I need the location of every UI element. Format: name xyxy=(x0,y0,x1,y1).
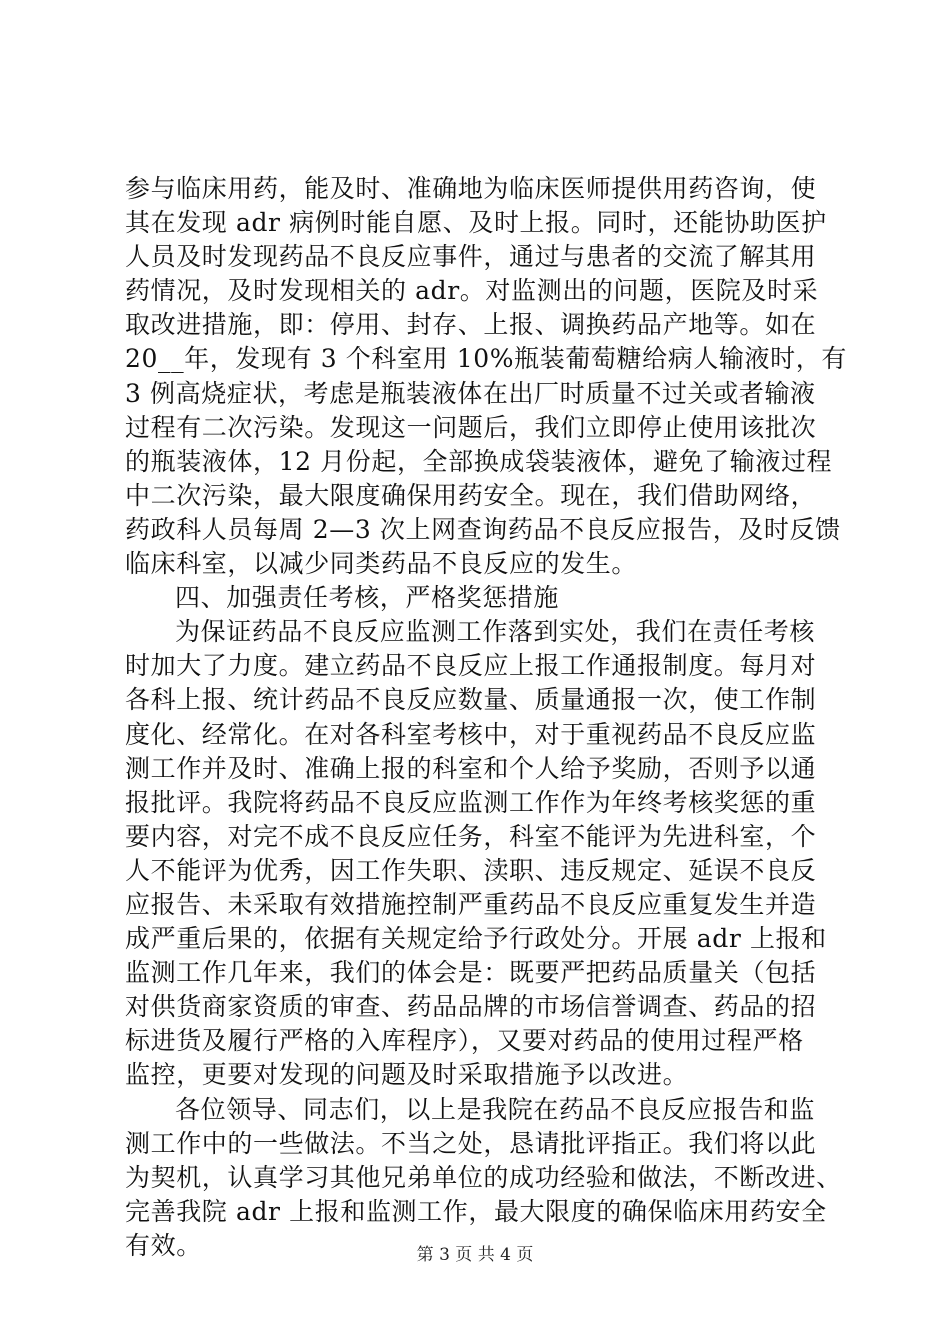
text-line: 过程有二次污染。发现这一问题后，我们立即停止使用该批次 xyxy=(125,412,817,442)
text-line: 报批评。我院将药品不良反应监测工作作为年终考核奖惩的重 xyxy=(125,787,817,817)
text-line: 对供货商家资质的审查、药品品牌的市场信誉调查、药品的招 xyxy=(125,992,817,1022)
text-line: 测工作并及时、准确上报的科室和个人给予奖励，否则予以通 xyxy=(125,753,817,783)
text-line: 四、加强责任考核，严格奖惩措施 xyxy=(175,583,560,613)
text-line: 3 例高烧症状，考虑是瓶装液体在出厂时质量不过关或者输液 xyxy=(125,378,816,408)
text-line: 药政科人员每周 2—3 次上网查询药品不良反应报告，及时反馈 xyxy=(125,514,841,544)
page-footer: 第 3 页 共 4 页 xyxy=(416,1245,534,1265)
text-line: 中二次污染，最大限度确保用药安全。现在，我们借助网络， xyxy=(125,480,817,510)
text-line: 要内容，对完不成不良反应任务，科室不能评为先进科室，个 xyxy=(125,821,817,851)
text-line: 监测工作几年来，我们的体会是：既要严把药品质量关（包括 xyxy=(125,958,817,988)
text-line: 药情况，及时发现相关的 adr。对监测出的问题，医院及时采 xyxy=(125,276,819,306)
text-line: 为契机，认真学习其他兄弟单位的成功经验和做法，不断改进、 xyxy=(125,1162,842,1192)
text-line: 临床科室，以减少同类药品不良反应的发生。 xyxy=(125,549,638,579)
text-line: 完善我院 adr 上报和监测工作，最大限度的确保临床用药安全 xyxy=(125,1196,827,1226)
text-line: 时加大了力度。建立药品不良反应上报工作通报制度。每月对 xyxy=(125,651,817,681)
text-line: 人员及时发现药品不良反应事件，通过与患者的交流了解其用 xyxy=(125,242,817,272)
text-line: 成严重后果的，依据有关规定给予行政处分。开展 adr 上报和 xyxy=(125,924,827,954)
text-line: 取改进措施，即：停用、封存、上报、调换药品产地等。如在 xyxy=(125,310,817,340)
text-line: 各位领导、同志们，以上是我院在药品不良反应报告和监 xyxy=(175,1094,816,1124)
text-line: 有效。 xyxy=(125,1230,202,1260)
text-line: 20__年，发现有 3 个科室用 10%瓶装葡萄糖给病人输液时，有 xyxy=(125,344,847,374)
text-line: 各科上报、统计药品不良反应数量、质量通报一次，使工作制 xyxy=(125,685,817,715)
text-line: 监控，更要对发现的问题及时采取措施予以改进。 xyxy=(125,1060,689,1090)
text-line: 为保证药品不良反应监测工作落到实处，我们在责任考核 xyxy=(175,617,816,647)
text-line: 的瓶装液体，12 月份起，全部换成袋装液体，避免了输液过程 xyxy=(125,446,833,476)
text-line: 人不能评为优秀，因工作失职、渎职、违反规定、延误不良反 xyxy=(125,855,817,885)
text-line: 应报告、未采取有效措施控制严重药品不良反应重复发生并造 xyxy=(125,889,817,919)
text-line: 测工作中的一些做法。不当之处，恳请批评指正。我们将以此 xyxy=(125,1128,817,1158)
text-line: 参与临床用药，能及时、准确地为临床医师提供用药咨询，使 xyxy=(125,174,817,203)
text-line: 度化、经常化。在对各科室考核中，对于重视药品不良反应监 xyxy=(125,719,817,749)
document-body xyxy=(125,172,845,1263)
text-line: 标进货及履行严格的入库程序），又要对药品的使用过程严格 xyxy=(125,1026,804,1056)
text-line: 其在发现 adr 病例时能自愿、及时上报。同时，还能协助医护 xyxy=(125,208,827,238)
